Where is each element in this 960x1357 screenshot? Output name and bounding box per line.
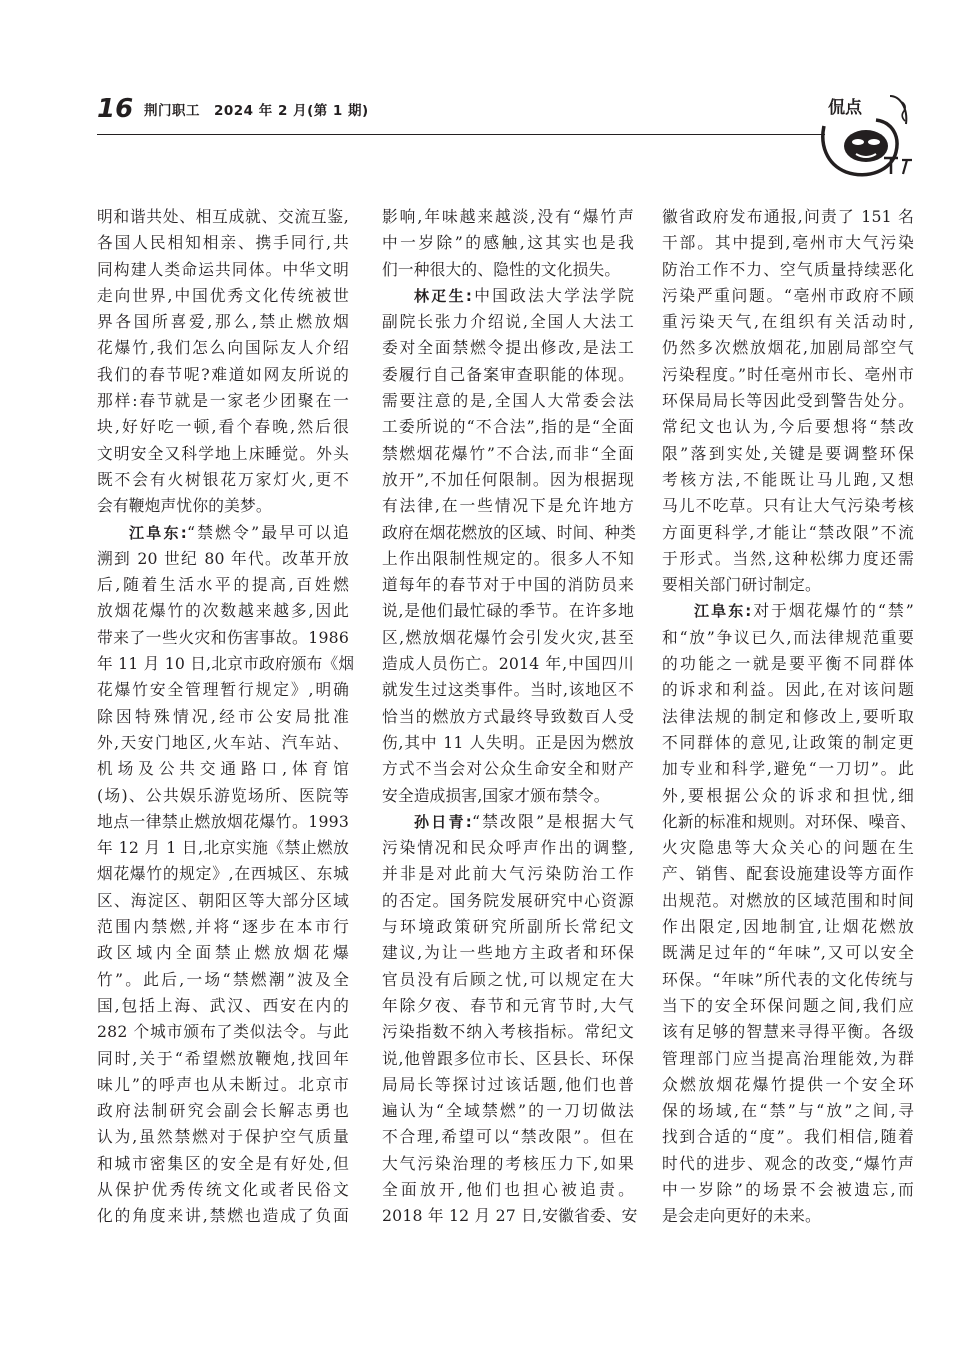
text-line: 局局长等探讨过该话题,他们也普 — [382, 1074, 634, 1094]
text-line: 化新的标准和规则。对环保、噪音、 — [662, 811, 917, 831]
paragraph-start-line: 孙日青:“禁改限”是根据大气 — [414, 811, 634, 831]
text-line: 方面更科学,才能让“禁改限”不流 — [662, 522, 914, 542]
text-line: 与环境政策研究所副所长常纪文 — [382, 917, 634, 937]
text-line: 既满足过年的“年味”,又可以安全 — [662, 943, 914, 963]
text-line: 加专业和科学,避免“一刀切”。此 — [662, 759, 914, 779]
text-line: 该有足够的智慧来寻得平衡。各级 — [662, 1022, 914, 1042]
text-line: 282 个城市颁布了类似法令。与此 — [97, 1022, 349, 1042]
text-line: 委对全面禁燃令提出修改,是法工 — [382, 338, 634, 358]
paragraph-start-line: 江阜东:对于烟花爆竹的“禁” — [694, 601, 914, 621]
text-line: 常纪文也认为,今后要想将“禁改 — [662, 417, 914, 437]
text-line: 马儿不吃草。只有让大气污染考核 — [662, 496, 914, 516]
text-line: 各国人民相知相亲、携手同行,共 — [97, 233, 349, 253]
text-line: 时代的进步、观念的改变,“爆竹声 — [662, 1153, 914, 1173]
text-line: 政府法制研究会副会长解志勇也 — [97, 1101, 349, 1121]
text-line: 既不会有火树银花万家灯火,更不 — [97, 469, 349, 489]
text-line: 化的角度来讲,禁燃也造成了负面 — [97, 1206, 349, 1226]
text-line: 考核方法,不能既让马儿跑,又想 — [662, 469, 914, 489]
text-line: 块,好好吃一顿,看个春晚,然后很 — [97, 417, 349, 437]
text-line: 的否定。国务院发展研究中心资源 — [382, 890, 634, 910]
text-line: 污染程度。”时任亳州市长、亳州市 — [662, 364, 914, 384]
text-line: 2018 年 12 月 27 日,安徽省委、安 — [382, 1206, 638, 1226]
text-line: 造成人员伤亡。2014 年,中国四川 — [382, 654, 634, 674]
text-line: 说,他曾跟多位市长、区县长、环保 — [382, 1048, 634, 1068]
text-line: 全面放开,他们也担心被追责。 — [382, 1179, 634, 1199]
text-line: 安全造成损害,国家才颁布禁令。 — [382, 785, 610, 805]
text-line: 火灾隐患等大众关心的问题在生 — [662, 838, 914, 858]
text-line: 建议,为让一些地方主政者和环保 — [382, 943, 634, 963]
text-line: 遍认为“全域禁燃”的一刀切做法 — [382, 1101, 634, 1121]
text-line: 当下的安全环保问题之间,我们应 — [662, 995, 914, 1015]
text-line: 外,要根据公众的诉求和担忧,细 — [662, 785, 914, 805]
text-line: 文明安全又科学地上床睡觉。外头 — [97, 443, 349, 463]
text-line: 烟花爆竹的规定》,在西城区、东城 — [97, 864, 349, 884]
text-line: 溯到 20 世纪 80 年代。改革开放 — [97, 548, 349, 568]
text-line: 出规范。对燃放的区域范围和时间 — [662, 890, 914, 910]
text-line: 大气污染治理的考核压力下,如果 — [382, 1153, 634, 1173]
page-number: 16 — [97, 94, 134, 124]
text-line: 管理部门应当提高治理能效,为群 — [662, 1048, 914, 1068]
text-line: 外,天安门地区,火车站、汽车站、 — [97, 732, 349, 752]
text-line: 中一岁除”的感触,这其实也是我 — [382, 233, 634, 253]
text-line: 有法律,在一些情况下是允许地方 — [382, 496, 634, 516]
text-line: 于形式。当然,这种松绑力度还需 — [662, 548, 914, 568]
text-line: 政府在烟花燃放的区域、时间、种类 — [382, 522, 637, 542]
text-line: 后,随着生活水平的提高,百姓燃 — [97, 575, 349, 595]
text-line: 放烟花爆竹的次数越来越多,因此 — [97, 601, 349, 621]
text-line: 的诉求和利益。因此,在对该问题 — [662, 680, 914, 700]
text-line: 众燃放烟花爆竹提供一个安全环 — [662, 1074, 914, 1094]
text-line: 中一岁除”的场景不会被遗忘,而 — [662, 1179, 914, 1199]
text-line: 带来了一些火灾和伤害事故。1986 — [97, 627, 349, 647]
text-column-3 — [662, 204, 917, 1230]
text-line: 说,是他们最忙碌的季节。在许多地 — [382, 601, 634, 621]
text-line: 花爆竹安全管理暂行规定》,明确 — [97, 680, 349, 700]
paragraph-start-line: 江阜东:“禁燃令”最早可以追 — [129, 522, 349, 542]
text-line: 味儿”的呼声也从未断过。北京市 — [97, 1074, 349, 1094]
text-line: 污染指数不纳入考核指标。常纪文 — [382, 1022, 634, 1042]
text-line: 放开”,不加任何限制。因为根据现 — [382, 469, 634, 489]
speaker-name: 江阜东: — [129, 523, 187, 542]
text-line: 委履行自己备案审查职能的体现。 — [382, 364, 634, 384]
text-line: 和城市密集区的安全是有好处,但 — [97, 1153, 349, 1173]
text-line: 不同群体的意见,让政策的制定更 — [662, 732, 914, 752]
text-line: 竹”。此后,一场“禁燃潮”波及全 — [97, 969, 349, 989]
text-line: 那样:春节就是一家老少团聚在一 — [97, 391, 349, 411]
text-line: 伤,其中 11 人失明。正是因为燃放 — [382, 732, 634, 752]
speaker-name: 孙日青: — [414, 812, 472, 831]
text-line: 就发生过这类事件。当时,该地区不 — [382, 680, 634, 700]
text-line: 道每年的春节对于中国的消防员来 — [382, 575, 634, 595]
text-line: 除因特殊情况,经市公安局批准 — [97, 706, 349, 726]
column-logo-text: 侃点 — [828, 98, 862, 118]
text-line: 干部。其中提到,亳州市大气污染 — [662, 233, 914, 253]
text-line: 环保。“年味”所代表的文化传统与 — [662, 969, 914, 989]
text-line: 污染严重问题。“亳州市政府不顾 — [662, 285, 914, 305]
text-line: 年 12 月 1 日,北京实施《禁止燃放 — [97, 838, 349, 858]
text-line: 我们的春节呢?难道如网友所说的 — [97, 364, 349, 384]
text-line: 上作出限制性规定的。很多人不知 — [382, 548, 634, 568]
text-line: (场)、公共娱乐游览场所、医院等 — [97, 785, 349, 805]
text-line: 机场及公共交通路口,体育馆 — [97, 759, 349, 779]
text-line: 要相关部门研讨制定。 — [662, 575, 821, 595]
text-column-2 — [382, 204, 638, 1230]
text-line: 界各国所喜爱,那么,禁止燃放烟 — [97, 312, 349, 332]
text-line: 政区域内全面禁止燃放烟花爆 — [97, 943, 349, 963]
text-line: 并非是对此前大气污染防治工作 — [382, 864, 634, 884]
text-line: 会有鞭炮声忧你的美梦。 — [97, 496, 272, 516]
speaker-name: 林疋生: — [414, 286, 473, 305]
text-line: 工委所说的“不合法”,指的是“全面 — [382, 417, 634, 437]
text-line: 年 11 月 10 日,北京市政府颁布《烟 — [97, 654, 355, 674]
text-line: 区,燃放烟花爆竹会引发火灾,甚至 — [382, 627, 634, 647]
text-line: 同构建人类命运共同体。中华文明 — [97, 259, 349, 279]
text-line: 从保护优秀传统文化或者民俗文 — [97, 1179, 349, 1199]
text-line: 不合理,希望可以“禁改限”。但在 — [382, 1127, 634, 1147]
text-line: 禁燃烟花爆竹”不合法,而非“全面 — [382, 443, 634, 463]
page-header — [0, 0, 960, 180]
column-logo — [816, 92, 916, 180]
text-line: 的功能之一就是要平衡不同群体 — [662, 654, 914, 674]
text-line: 恰当的燃放方式最终导致数百人受 — [382, 706, 634, 726]
text-line: 国,包括上海、武汉、西安在内的 — [97, 995, 349, 1015]
text-line: 徽省政府发布通报,问责了 151 名 — [662, 207, 914, 226]
text-line: 是会走向更好的未来。 — [662, 1206, 821, 1226]
text-line: 限”落到实处,关键是要调整环保 — [662, 443, 914, 463]
text-column-1 — [97, 204, 355, 1230]
text-line: 同时,关于“希望燃放鞭炮,找回年 — [97, 1048, 349, 1068]
text-line: 保的场域,在“禁”与“放”之间,寻 — [662, 1101, 914, 1121]
text-line: 和“放”争议已久,而法律规范重要 — [662, 627, 914, 647]
text-line: 仍然多次燃放烟花,加剧局部空气 — [662, 338, 914, 358]
text-line: 防治工作不力、空气质量持续恶化 — [662, 259, 914, 279]
text-line: 副院长张力介绍说,全国人大法工 — [382, 312, 634, 332]
text-line: 花爆竹,我们怎么向国际友人介绍 — [97, 338, 349, 358]
speaker-name: 江阜东: — [694, 602, 752, 621]
text-line: 重污染天气,在组织有关活动时, — [662, 312, 914, 332]
text-line: 官员没有后顾之忧,可以规定在大 — [382, 969, 634, 989]
text-line: 地点一律禁止燃放烟花爆竹。1993 — [97, 811, 349, 831]
paragraph-start-line: 林疋生:中国政法大学法学院 — [414, 285, 634, 305]
text-line: 法律法规的制定和修改上,要听取 — [662, 706, 914, 726]
text-line: 走向世界,中国优秀文化传统被世 — [97, 285, 349, 305]
text-line: 方式不当会对公众生命安全和财产 — [382, 759, 634, 779]
text-line: 污染情况和民众呼声作出的调整, — [382, 838, 634, 858]
text-line: 明和谐共处、相互成就、交流互鉴, — [97, 207, 349, 226]
text-line: 区、海淀区、朝阳区等大部分区域 — [97, 890, 349, 910]
text-line: 作出限定,因地制宜,让烟花燃放 — [662, 917, 914, 937]
text-line: 年除夕夜、春节和元宵节时,大气 — [382, 995, 634, 1015]
text-line: 环保局局长等因此受到警告处分。 — [662, 391, 914, 411]
text-line: 找到合适的“度”。我们相信,随着 — [662, 1127, 914, 1147]
text-line: 们一种很大的、隐性的文化损失。 — [382, 259, 621, 279]
text-line: 范围内禁燃,并将“逐步在本市行 — [97, 917, 349, 937]
publication-info: 荆门职工 2024 年 2 月(第 1 期) — [144, 103, 369, 119]
text-line: 产、销售、配套设施建设等方面作 — [662, 864, 914, 884]
text-line: 需要注意的是,全国人大常委会法 — [382, 391, 634, 411]
text-line: 认为,虽然禁燃对于保护空气质量 — [97, 1127, 349, 1147]
header-rule — [97, 134, 825, 135]
text-line: 影响,年味越来越淡,没有“爆竹声 — [382, 207, 634, 226]
